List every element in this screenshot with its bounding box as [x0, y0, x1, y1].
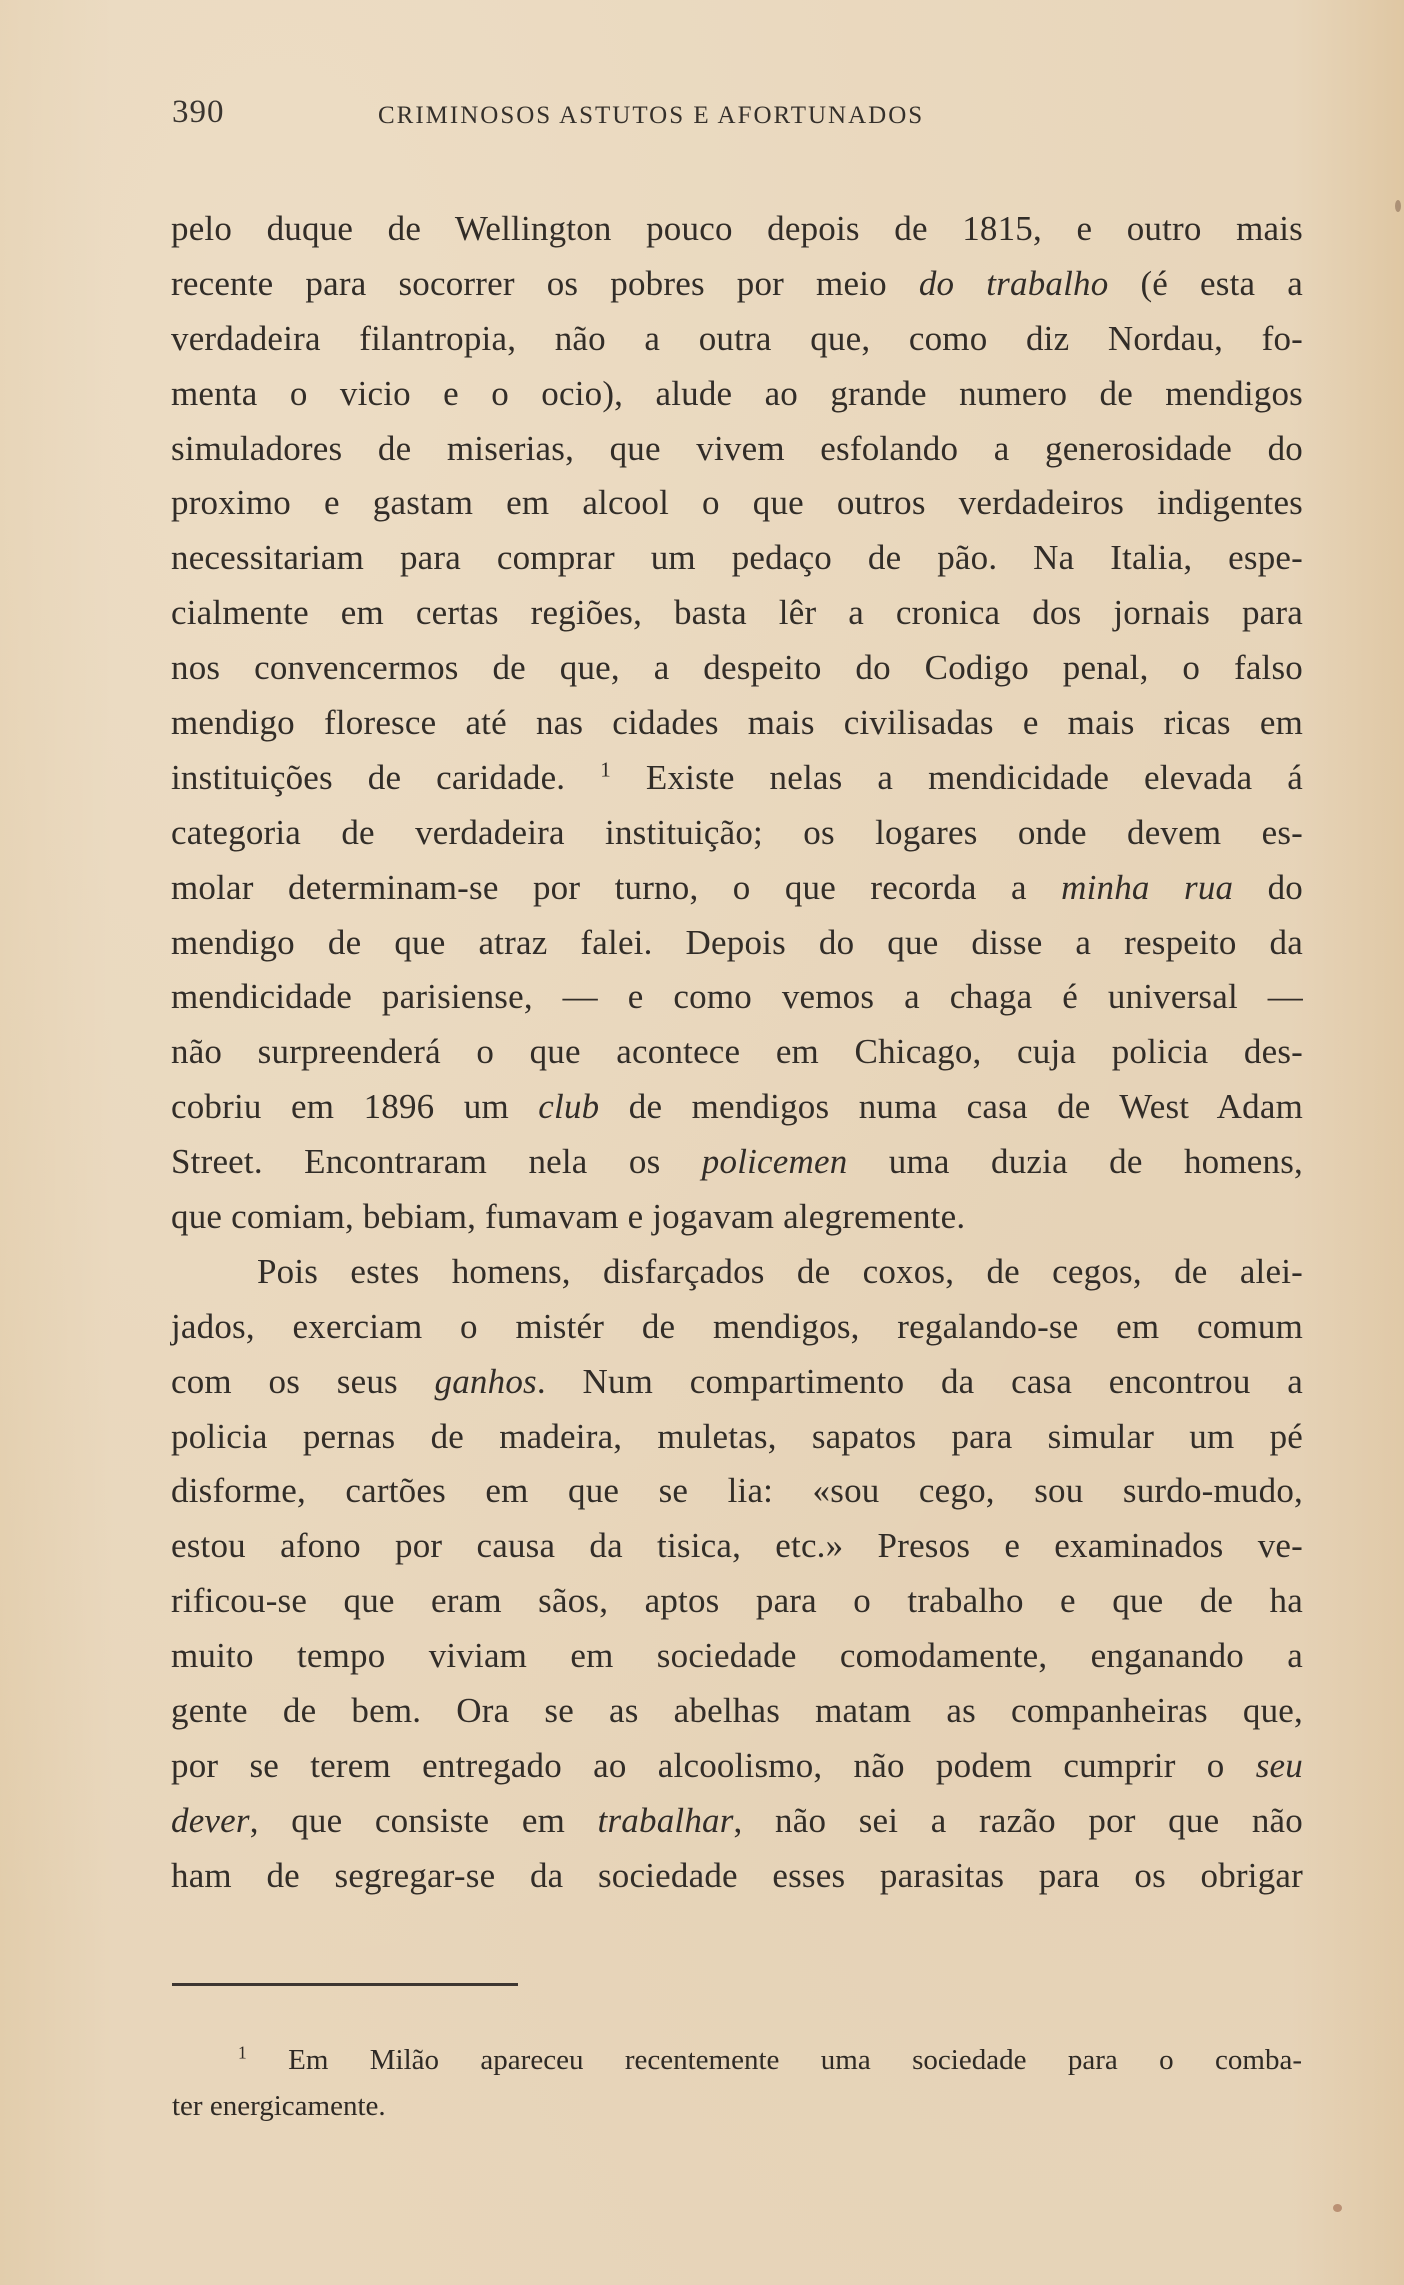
text-segment: , não sei a razão por que não	[733, 1800, 1303, 1840]
text-line: ham de segregar-se da sociedade esses parasitas para os obrigar	[171, 1855, 1303, 1895]
text-line: categoria de verdadeira instituição; os logares onde devem es-	[171, 812, 1303, 852]
page-number: 390	[172, 94, 225, 130]
footnote	[172, 2037, 1302, 2129]
text-line: proximo e gastam em alcool o que outros verdadeiros indigentes	[171, 483, 1303, 523]
footnote-line	[172, 2037, 1302, 2083]
text-line	[171, 1080, 1303, 1135]
text-line: mendicidade parisiense, — e como vemos a chaga é universal —	[171, 977, 1303, 1017]
footnote-line: ter energicamente.	[172, 2090, 386, 2122]
italic-phrase: trabalhar	[597, 1800, 734, 1840]
italic-phrase: seu	[1255, 1745, 1303, 1785]
paragraph-start-line: Pois estes homens, disfarçados de coxos, de cegos, de alei-	[257, 1251, 1303, 1291]
paper-stain	[1395, 200, 1401, 212]
paper-stain	[1333, 2204, 1342, 2212]
text-line	[171, 1355, 1303, 1410]
footnote-marker: 1	[238, 2042, 247, 2063]
text-segment: com os seus	[171, 1361, 435, 1401]
text-line: gente de bem. Ora se as abelhas matam as companheiras que,	[171, 1691, 1303, 1731]
text-line: disforme, cartões em que se lia: «sou cego, sou surdo-mudo,	[171, 1471, 1303, 1511]
text-segment: Street. Encontraram nela os	[171, 1142, 702, 1182]
text-segment: recente para socorrer os pobres por meio	[171, 263, 919, 303]
text-line: cialmente em certas regiões, basta lêr a cronica dos jornais para	[171, 593, 1303, 633]
running-title: CRIMINOSOS ASTUTOS E AFORTUNADOS	[378, 102, 925, 129]
text-line: verdadeira filantropia, não a outra que, como diz Nordau, fo-	[171, 318, 1303, 358]
text-line	[171, 1135, 1303, 1190]
text-line: muito tempo viviam em sociedade comodamente, enganando a	[171, 1636, 1303, 1676]
footnote-reference[interactable]: 1	[600, 757, 611, 782]
text-segment: Existe nelas a mendicidade elevada á	[610, 757, 1304, 797]
text-segment: molar determinam-se por turno, o que recorda a	[171, 867, 1062, 907]
footnote-divider	[172, 1983, 518, 1986]
text-line: rificou-se que eram sãos, aptos para o trabalho e que de ha	[171, 1581, 1303, 1621]
text-line: menta o vicio e o ocio), alude ao grande numero de mendigos	[171, 373, 1303, 413]
text-segment: de mendigos numa casa de West Adam	[599, 1087, 1303, 1127]
text-line: mendigo floresce até nas cidades mais civilisadas e mais ricas em	[171, 703, 1303, 743]
text-line: que comiam, bebiam, fumavam e jogavam alegremente.	[171, 1197, 966, 1237]
footnote-text: Em Milão apareceu recentemente uma sociedade para o comba-	[246, 2044, 1302, 2076]
text-segment: cobriu em 1896 um	[171, 1087, 539, 1127]
italic-phrase: do trabalho	[918, 263, 1109, 303]
text-segment: (é esta a	[1108, 263, 1304, 303]
text-line: jados, exerciam o mistér de mendigos, regalando-se em comum	[171, 1306, 1303, 1346]
text-line	[171, 257, 1303, 312]
text-segment: do	[1233, 867, 1303, 907]
text-line: estou afono por causa da tisica, etc.» Presos e examinados ve-	[171, 1526, 1303, 1566]
text-line	[171, 751, 1303, 806]
text-segment: uma duzia de homens,	[847, 1142, 1303, 1182]
italic-phrase: minha rua	[1061, 867, 1234, 907]
text-line: necessitariam para comprar um pedaço de pão. Na Italia, espe-	[171, 538, 1303, 578]
text-line	[171, 861, 1303, 916]
text-segment: por se terem entregado ao alcoolismo, não podem cumprir o	[171, 1745, 1256, 1785]
text-line: pelo duque de Wellington pouco depois de 1815, e outro mais	[171, 209, 1303, 248]
text-segment: instituições de caridade.	[171, 757, 566, 797]
body-text	[171, 202, 1303, 1904]
text-line: nos convencermos de que, a despeito do Codigo penal, o falso	[171, 648, 1303, 688]
italic-phrase: policemen	[701, 1142, 848, 1182]
text-line: policia pernas de madeira, muletas, sapatos para simular um pé	[171, 1416, 1303, 1456]
text-segment: , que consiste em	[249, 1800, 598, 1840]
text-segment: . Num compartimento da casa encontrou a	[536, 1361, 1303, 1401]
running-head	[172, 94, 1172, 138]
text-line: mendigo de que atraz falei. Depois do que disse a respeito da	[171, 922, 1303, 962]
text-line	[171, 1739, 1303, 1794]
text-line: simuladores de miserias, que vivem esfolando a generosidade do	[171, 428, 1303, 468]
text-line	[171, 1794, 1303, 1849]
italic-phrase: club	[538, 1087, 600, 1127]
text-line: não surpreenderá o que acontece em Chicago, cuja policia des-	[171, 1032, 1303, 1072]
italic-phrase: ganhos	[434, 1361, 537, 1401]
italic-phrase: dever	[171, 1800, 250, 1840]
